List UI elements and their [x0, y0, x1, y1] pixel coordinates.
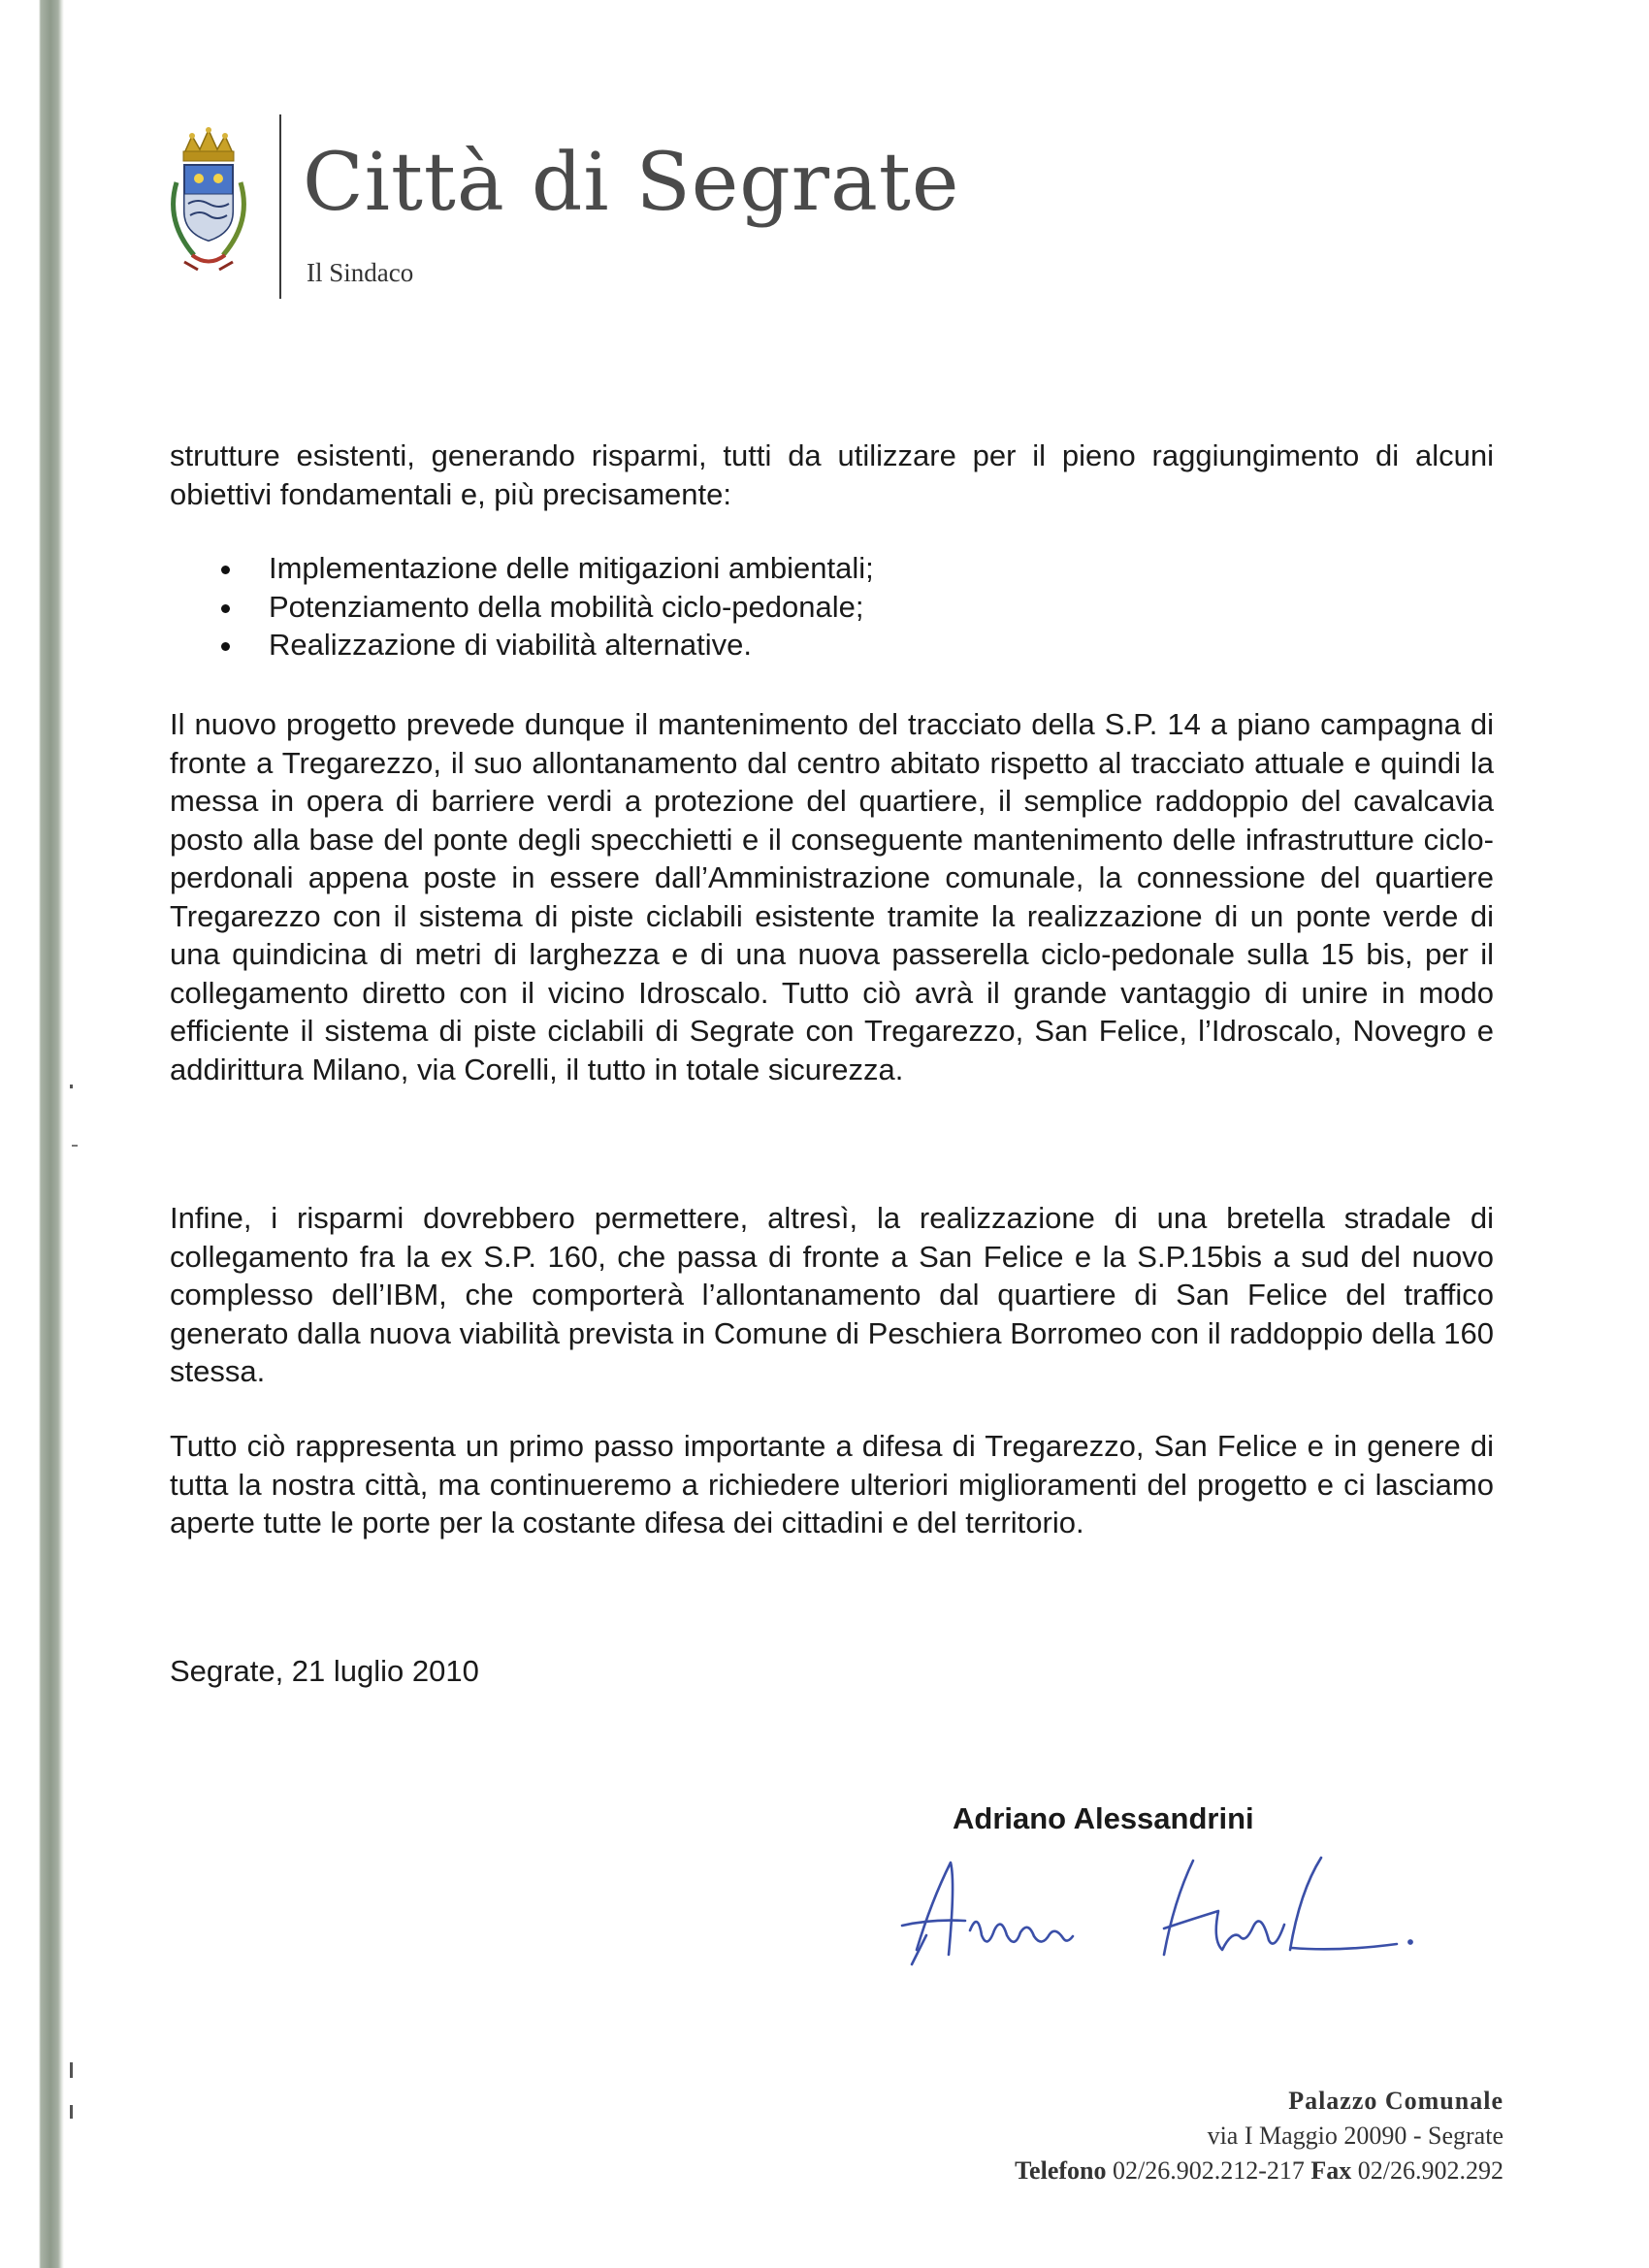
footer-title: Palazzo Comunale [1288, 2087, 1504, 2115]
phone-number: 02/26.902.212-217 [1112, 2156, 1305, 2185]
paragraph: Il nuovo progetto prevede dunque il mantenimento del tracciato della S.P. 14 a piano campagna di fronte a Tregarezzo, il suo allontanamento dal centro abitato rispetto al tracciato attuale e quindi la messa in opera di barriere verdi a protezione del quartiere, il semplice raddoppio del cavalcavia posto alla base del ponte degli specchietti e il conseguente mantenimento delle infrastrutture ciclo-perdonali appena poste in essere dall’Amministrazione comunale, la connessione del quartiere Tregarezzo con il sistema di piste ciclabili esistente tramite la realizzazione di un ponte verde di una quindicina di metri di larghezza e di una nuova passerella ciclo-pedonale sulla 15 bis, per il collegamento diretto con il vicino Idroscalo. Tutto ciò avrà il grande vantaggio di unire in modo efficiente il sistema di piste ciclabili di Segrate con Tregarezzo, San Felice, l’Idroscalo, Novegro e addirittura Milano, via Corelli, il tutto in totale sicurezza. [170, 707, 1494, 1086]
fax-number: 02/26.902.292 [1357, 2156, 1504, 2185]
scan-mark [72, 1145, 78, 1147]
letterhead [155, 114, 1028, 308]
handwritten-signature-icon [873, 1843, 1436, 1979]
footer-contacts [1015, 2154, 1504, 2188]
scan-edge [0, 0, 64, 2268]
city-name: Città di Segrate [303, 137, 960, 229]
phone-label: Telefono [1015, 2156, 1107, 2185]
objectives-list [218, 549, 874, 664]
paragraph: strutture esistenti, generando risparmi, tutti da utilizzare per il pieno raggiungimento di alcuni obiettivi fondamentali e, più precisamente: [170, 438, 1494, 511]
signer-name: Adriano Alessandrini [953, 1801, 1254, 1835]
list-item: Realizzazione di viabilità alternative. [218, 626, 874, 664]
list-item: Potenziamento della mobilità ciclo-pedonale; [218, 588, 874, 627]
footer-address: via I Maggio 20090 - Segrate [1207, 2122, 1504, 2150]
scan-mark [70, 2105, 73, 2119]
scan-mark [70, 2062, 73, 2078]
paragraph: Tutto ciò rappresenta un primo passo importante a difesa di Tregarezzo, San Felice e in genere di tutta la nostra città, ma continueremo a richiedere ulteriori miglioramenti del progetto e ci lasciamo aperte tutte le porte per la costante difesa dei cittadini e del territorio. [170, 1429, 1494, 1539]
paragraph: Infine, i risparmi dovrebbero permettere, altresì, la realizzazione di una bretella stradale di collegamento fra la ex S.P. 160, che passa di fronte a San Felice e la S.P.15bis a sud del nuovo complesso dell’IBM, che comporterà l’allontanamento dal quartiere di San Felice del traffico generato dalla nuova viabilità prevista in Comune di Peschiera Borromeo con il raddoppio della 160 stessa. [170, 1201, 1494, 1388]
office-subtitle: Il Sindaco [307, 258, 414, 287]
scan-mark [70, 1085, 73, 1088]
list-item: Implementazione delle mitigazioni ambientali; [218, 549, 874, 588]
city-crest-icon [155, 124, 262, 289]
date-line: Segrate, 21 luglio 2010 [170, 1654, 479, 1688]
fax-label: Fax [1310, 2156, 1352, 2185]
letterhead-footer [1015, 2084, 1504, 2188]
header-divider [279, 114, 281, 299]
